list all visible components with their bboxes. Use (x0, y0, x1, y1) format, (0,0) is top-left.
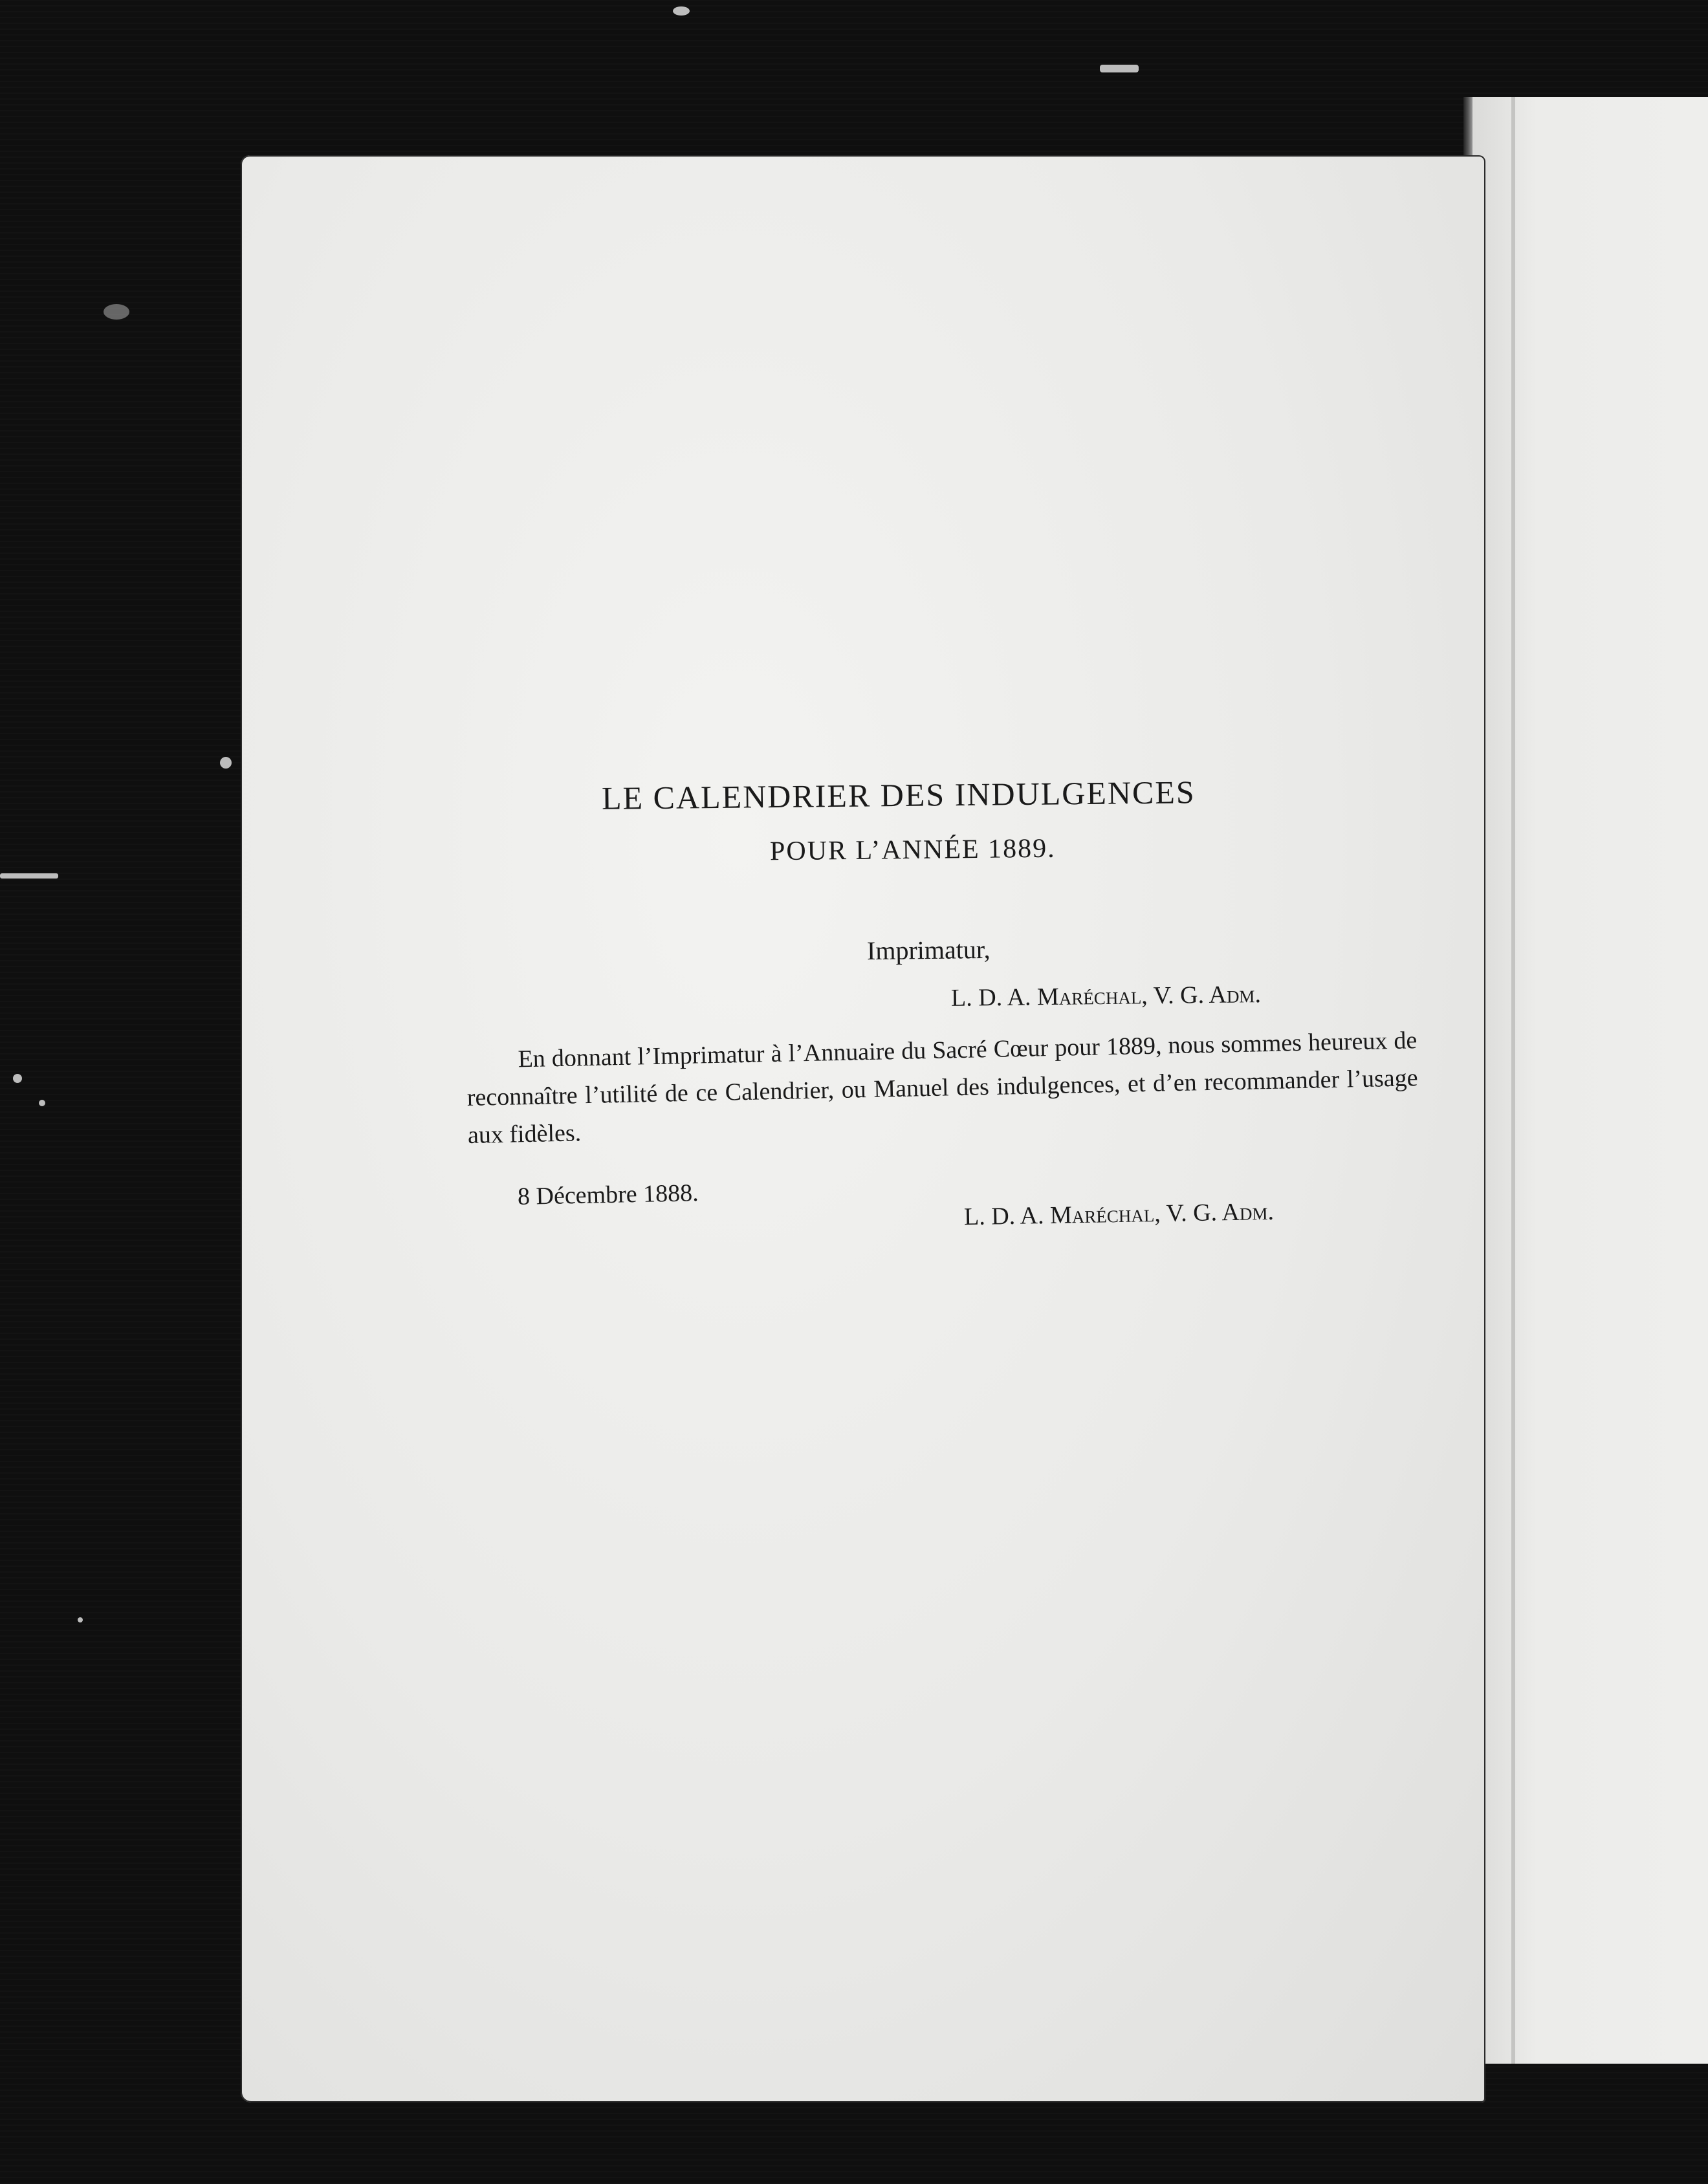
dust-speck (39, 1100, 45, 1106)
endorsement-signature: L. D. A. Maréchal, V. G. Adm. (963, 1197, 1275, 1231)
imprimatur-signature: L. D. A. Maréchal, V. G. Adm. (950, 981, 1262, 1012)
page-edge-line (1511, 97, 1515, 2064)
imprimatur-label: Imprimatur, (866, 934, 991, 966)
facing-page (1463, 97, 1708, 2064)
dust-speck (673, 6, 690, 16)
endorsement-paragraph: En donnant l’Imprimatur à l’Annuaire du Sacré Cœur pour 1889, nous sommes heureux de reconnaître l’utilité de ce Calendrier, ou Manuel des indulgences, et d’en recommander l’usage aux fidèles. (466, 1027, 1418, 1149)
dust-speck (78, 1617, 83, 1622)
dust-speck (220, 757, 232, 769)
document-subtitle: POUR L’ANNÉE 1889. (769, 833, 1056, 867)
dust-speck (1100, 65, 1139, 72)
endorsement-date: 8 Décembre 1888. (517, 1179, 699, 1210)
dust-speck (104, 304, 129, 320)
document-title: LE CALENDRIER DES INDULGENCES (601, 774, 1196, 816)
dust-speck (13, 1074, 22, 1083)
dust-speck (0, 873, 58, 879)
